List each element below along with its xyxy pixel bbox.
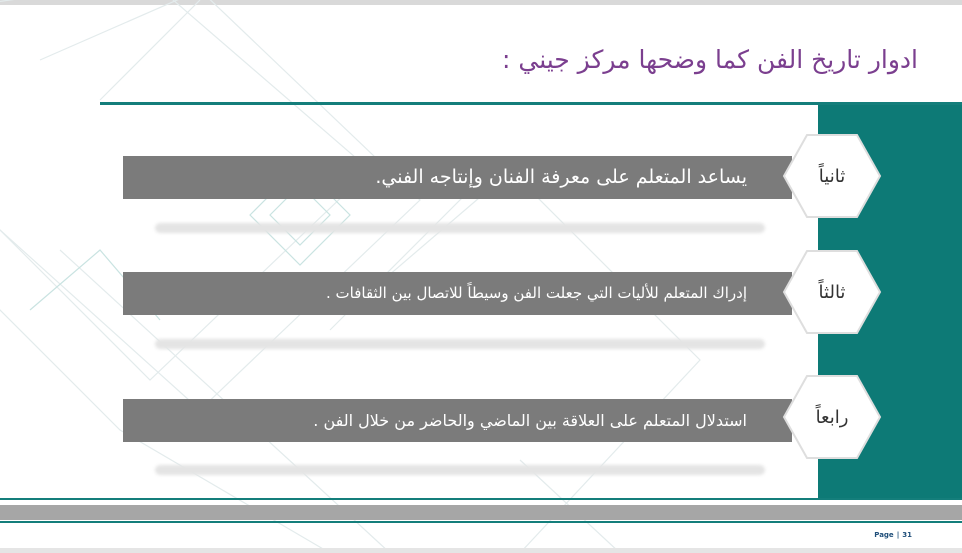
page-number — [874, 531, 912, 539]
bottom-border — [0, 548, 962, 553]
item-shadow-3 — [155, 465, 765, 475]
slide-title: ادوار تاريخ الفن كما وضحها مركز جيني : — [501, 45, 918, 74]
item-text-2: إدراك المتعلم للأليات التي جعلت الفن وسيطاً للاتصال بين الثقافات . — [325, 284, 747, 302]
page-label: Page — [874, 531, 894, 539]
footer-line-bottom — [0, 521, 962, 523]
item-shadow-2 — [155, 339, 765, 349]
item-bar-2 — [123, 272, 792, 315]
item-bar-1 — [123, 156, 792, 199]
item-text-1: يساعد المتعلم على معرفة الفنان وإنتاجه الفني. — [375, 166, 747, 188]
footer-band — [0, 505, 962, 520]
item-label-2: ثالثاً — [818, 281, 846, 303]
item-label-3: رابعاً — [815, 406, 849, 428]
item-bar-3 — [123, 399, 792, 442]
item-shadow-1 — [155, 223, 765, 233]
item-text-3: استدلال المتعلم على العلاقة بين الماضي والحاضر من خلال الفن . — [313, 411, 747, 430]
page-value: 31 — [902, 531, 912, 539]
item-label-1: ثانياً — [818, 165, 846, 187]
footer-line-top — [0, 498, 962, 500]
page-separator: | — [896, 531, 900, 539]
